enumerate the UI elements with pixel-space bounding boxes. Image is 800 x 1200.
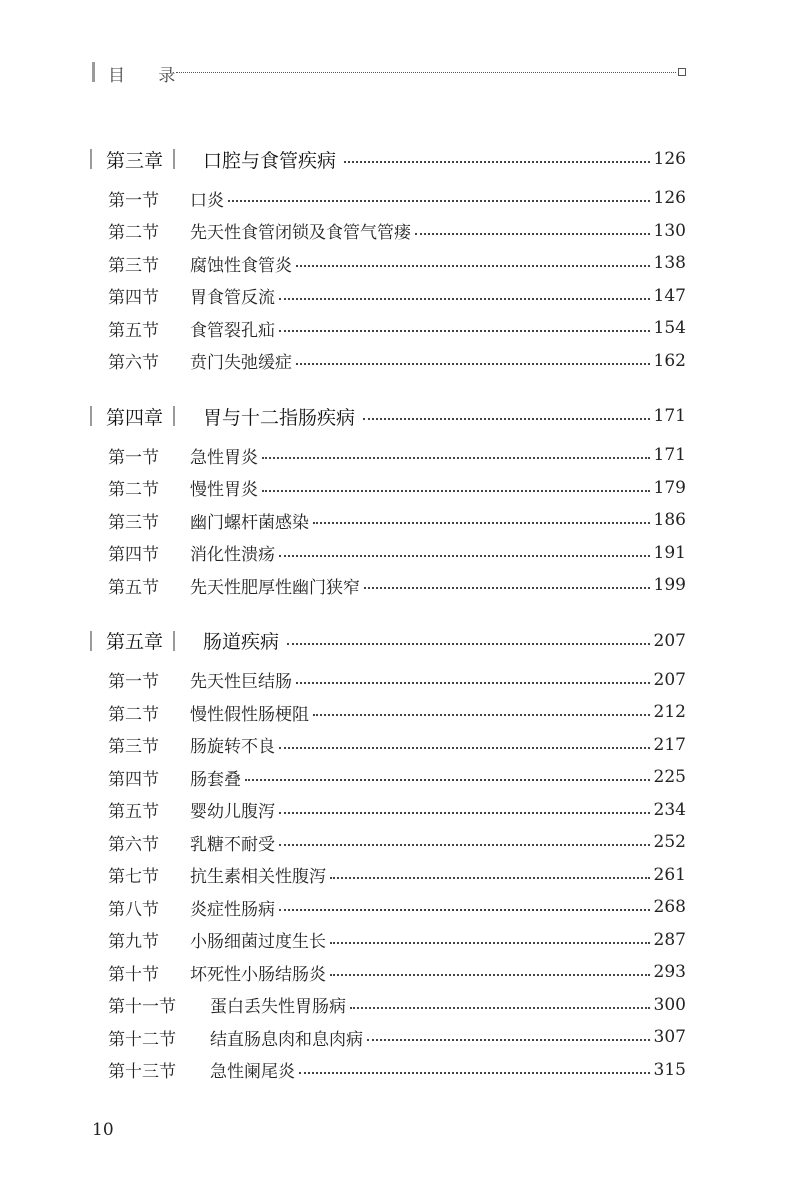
header-end-square: [678, 68, 686, 76]
section-title: 贲门失弛缓症: [190, 353, 292, 374]
section-entry[interactable]: [90, 439, 686, 472]
section-label: 第八节: [108, 899, 159, 920]
section-label: 第十二节: [108, 1029, 176, 1050]
section-title: 幽门螺杆菌感染: [190, 512, 309, 533]
leader-dots: [330, 942, 650, 944]
leader-dots: [363, 418, 650, 420]
leader-dots: [262, 490, 650, 492]
leader-dots: [279, 555, 650, 557]
section-label: 第四节: [108, 769, 159, 790]
section-label: 第六节: [108, 353, 159, 374]
section-page: 191: [653, 542, 686, 563]
leader-dots: [344, 161, 650, 163]
section-entry[interactable]: [90, 696, 686, 729]
chapter-bar-right: [173, 631, 175, 651]
header-dotted-rule: [176, 72, 676, 73]
section-label: 第十一节: [108, 997, 176, 1018]
section-label: 第一节: [108, 190, 159, 211]
section-title: 先天性巨结肠: [190, 672, 292, 693]
section-entry[interactable]: [90, 859, 686, 892]
section-entry[interactable]: [90, 924, 686, 957]
section-entry[interactable]: [90, 826, 686, 859]
section-title: 抗生素相关性腹泻: [190, 867, 326, 888]
section-page: 186: [653, 510, 686, 531]
section-label: 第五节: [108, 577, 159, 598]
section-page: 126: [653, 188, 686, 209]
section-entry[interactable]: [90, 956, 686, 989]
section-label: 第一节: [108, 447, 159, 468]
section-title: 乳糖不耐受: [190, 834, 275, 855]
section-title: 先天性食管闭锁及食管气管瘘: [190, 223, 411, 244]
section-entry[interactable]: [90, 761, 686, 794]
section-entry[interactable]: [90, 504, 686, 537]
chapter-entry[interactable]: [90, 622, 686, 660]
section-label: 第三节: [108, 255, 159, 276]
section-page: 268: [653, 897, 686, 918]
section-page: 162: [653, 350, 686, 371]
section-page: 154: [653, 318, 686, 339]
section-title: 口炎: [190, 190, 224, 211]
section-title: 肠旋转不良: [190, 737, 275, 758]
section-title: 急性胃炎: [190, 447, 258, 468]
leader-dots: [367, 1039, 650, 1041]
section-page: 225: [653, 767, 686, 788]
section-title: 消化性溃疡: [190, 545, 275, 566]
chapter-title: 胃与十二指肠疾病: [203, 406, 356, 429]
section-entry[interactable]: [90, 569, 686, 602]
leader-dots: [313, 522, 650, 524]
section-page: 293: [653, 962, 686, 983]
leader-dots: [330, 877, 650, 879]
leader-dots: [287, 643, 650, 645]
leader-dots: [245, 779, 650, 781]
section-entry[interactable]: [90, 280, 686, 313]
section-page: 287: [653, 929, 686, 950]
leader-dots: [296, 363, 650, 365]
section-entry[interactable]: [90, 247, 686, 280]
section-label: 第二节: [108, 480, 159, 501]
chapter-bar-left: [90, 149, 92, 169]
section-label: 第三节: [108, 512, 159, 533]
section-label: 第一节: [108, 672, 159, 693]
section-entry[interactable]: [90, 182, 686, 215]
section-page: 147: [653, 285, 686, 306]
chapter-entry[interactable]: [90, 397, 686, 435]
section-title: 结直肠息肉和息肉病: [210, 1029, 363, 1050]
leader-dots: [313, 714, 650, 716]
page-number: 10: [92, 1120, 114, 1140]
section-list: [90, 182, 686, 377]
chapter-bar-left: [90, 406, 92, 426]
chapter-page: 126: [653, 149, 686, 169]
section-page: 261: [653, 864, 686, 885]
section-page: 300: [653, 994, 686, 1015]
section-label: 第六节: [108, 834, 159, 855]
leader-dots: [415, 233, 650, 235]
section-page: 252: [653, 832, 686, 853]
table-of-contents: [90, 140, 686, 1106]
leader-dots: [364, 587, 650, 589]
section-list: [90, 664, 686, 1087]
chapter-entry[interactable]: [90, 140, 686, 178]
section-page: 179: [653, 477, 686, 498]
section-entry[interactable]: [90, 1054, 686, 1087]
section-label: 第九节: [108, 932, 159, 953]
section-title: 小肠细菌过度生长: [190, 932, 326, 953]
header-title: 目 录: [108, 66, 190, 86]
leader-dots: [279, 330, 650, 332]
leader-dots: [350, 1007, 650, 1009]
leader-dots: [279, 747, 650, 749]
section-title: 胃食管反流: [190, 288, 275, 309]
leader-dots: [262, 457, 650, 459]
running-header: [92, 62, 686, 84]
section-entry[interactable]: [90, 664, 686, 697]
section-title: 慢性假性肠梗阻: [190, 704, 309, 725]
leader-dots: [330, 974, 650, 976]
section-label: 第七节: [108, 867, 159, 888]
chapter-bar-left: [90, 631, 92, 651]
leader-dots: [279, 812, 650, 814]
section-entry[interactable]: [90, 794, 686, 827]
chapter-title: 口腔与食管疾病: [203, 149, 337, 172]
section-title: 坏死性小肠结肠炎: [190, 964, 326, 985]
leader-dots: [296, 682, 650, 684]
section-label: 第十三节: [108, 1062, 176, 1083]
leader-dots: [299, 1072, 650, 1074]
section-page: 212: [653, 702, 686, 723]
section-title: 食管裂孔疝: [190, 320, 275, 341]
chapter-label: 第三章: [106, 149, 164, 172]
section-label: 第二节: [108, 223, 159, 244]
section-page: 217: [653, 734, 686, 755]
section-entry[interactable]: [90, 1021, 686, 1054]
section-entry[interactable]: [90, 312, 686, 345]
section-page: 307: [653, 1027, 686, 1048]
section-label: 第五节: [108, 802, 159, 823]
section-label: 第三节: [108, 737, 159, 758]
section-page: 207: [653, 669, 686, 690]
section-label: 第十节: [108, 964, 159, 985]
chapter-page: 207: [653, 630, 686, 651]
header-bar: [92, 62, 95, 82]
section-label: 第四节: [108, 545, 159, 566]
section-entry[interactable]: [90, 472, 686, 505]
section-title: 婴幼儿腹泻: [190, 802, 275, 823]
chapter-bar-right: [173, 149, 175, 169]
section-title: 慢性胃炎: [190, 480, 258, 501]
chapter-page: 171: [653, 406, 686, 426]
section-label: 第二节: [108, 704, 159, 725]
leader-dots: [279, 298, 650, 300]
chapter-label: 第四章: [106, 406, 164, 429]
section-page: 138: [653, 253, 686, 274]
section-page: 199: [653, 575, 686, 596]
chapter-bar-right: [173, 406, 175, 426]
section-entry[interactable]: [90, 729, 686, 762]
section-title: 炎症性肠病: [190, 899, 275, 920]
section-page: 130: [653, 220, 686, 241]
leader-dots: [296, 265, 650, 267]
section-label: 第四节: [108, 288, 159, 309]
section-entry[interactable]: [90, 215, 686, 248]
leader-dots: [279, 844, 650, 846]
section-entry[interactable]: [90, 345, 686, 378]
section-entry[interactable]: [90, 989, 686, 1022]
section-page: 315: [653, 1059, 686, 1080]
section-list: [90, 439, 686, 602]
leader-dots: [279, 909, 650, 911]
section-title: 蛋白丢失性胃肠病: [210, 997, 346, 1018]
section-title: 肠套叠: [190, 769, 241, 790]
chapter-title: 肠道疾病: [203, 631, 280, 653]
chapter-label: 第五章: [106, 631, 164, 653]
section-entry[interactable]: [90, 891, 686, 924]
section-entry[interactable]: [90, 537, 686, 570]
section-title: 先天性肥厚性幽门狭窄: [190, 577, 360, 598]
leader-dots: [228, 200, 650, 202]
section-label: 第五节: [108, 320, 159, 341]
section-page: 234: [653, 799, 686, 820]
section-title: 急性阑尾炎: [210, 1062, 295, 1083]
section-page: 171: [653, 445, 686, 466]
section-title: 腐蚀性食管炎: [190, 255, 292, 276]
